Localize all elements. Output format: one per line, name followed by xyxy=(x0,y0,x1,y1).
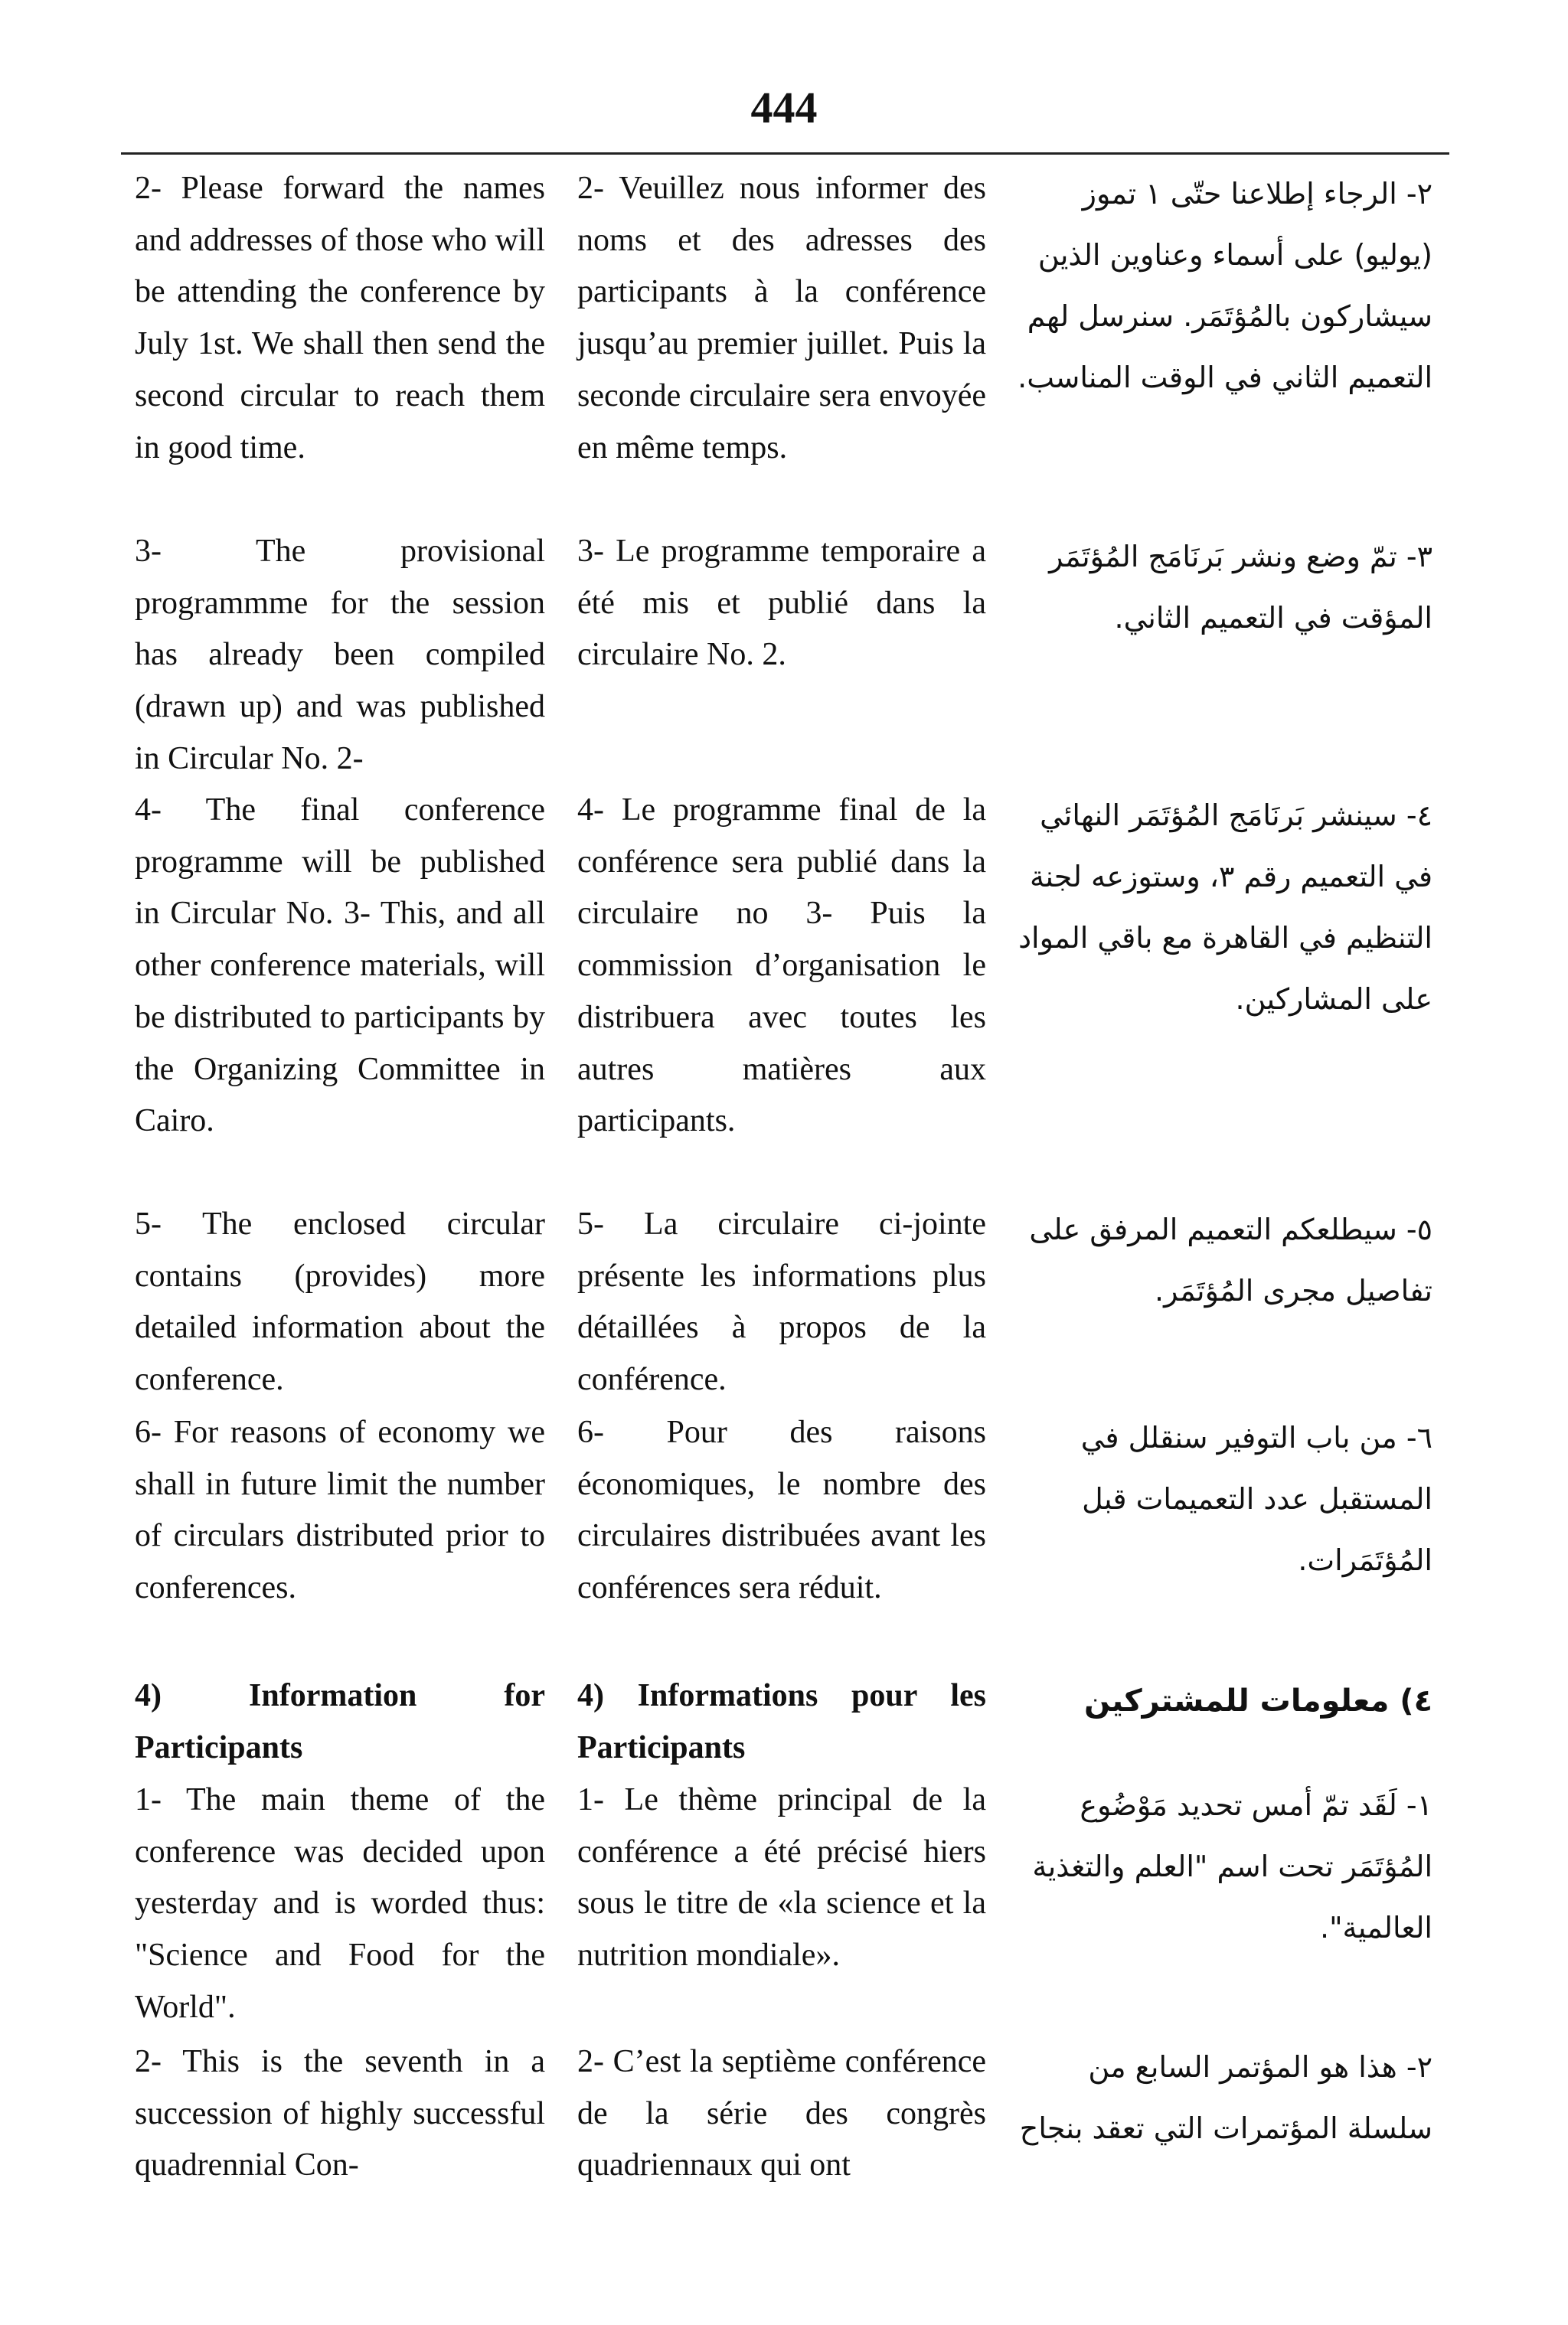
paragraph-4-arabic: ٥- سيطلعكم التعميم المرفق على تفاصيل مجرى المُؤتَمَر. xyxy=(1029,1213,1432,1308)
paragraph-2-arabic: ٣- تمّ وضع ونشر بَرنَامَج المُؤتَمَر المؤقت في التعميم الثاني. xyxy=(1049,540,1432,635)
paragraph-5-french: 6- Pour des raisons économiques, le nombre des circulaires distribuées avant les conférences sera réduit. xyxy=(577,1415,986,1606)
paragraph-1-english: 2- Please forward the names and addresses of those who will be attending the conference by July 1st. We shall then send the second circular to reach them in good time. xyxy=(135,171,545,465)
paragraph-5-english: 6- For reasons of economy we shall in future limit the number of circulars distributed prior to conferences. xyxy=(135,1415,545,1606)
paragraph-7-english: 2- This is the seventh in a succession of highly successful quadrennial Con- xyxy=(135,2044,545,2183)
section-heading-french: 4) Informations pour les Participants xyxy=(577,1678,986,1765)
paragraph-7-arabic: ٢- هذا هو المؤتمر السابع من سلسلة المؤتمرات التي تعقد بنجاح xyxy=(1019,2050,1432,2145)
paragraph-2-english: 3- The provisional programmme for the session has already been compiled (drawn up) and was published in Circular No. 2- xyxy=(135,534,545,776)
paragraph-1-french: 2- Veuillez nous informer des noms et des adresses des participants à la conférence jusqu’au premier juillet. Puis la seconde circulaire sera envoyée en même temps. xyxy=(577,171,986,465)
header-rule xyxy=(121,152,1449,155)
section-heading-english: 4) Information for Participants xyxy=(135,1678,545,1765)
paragraph-3-french: 4- Le programme final de la conférence sera publié dans la circulaire no 3- Puis la commission d’organisation le distribuera avec toutes les autres matières aux participants. xyxy=(577,792,986,1139)
paragraph-1-arabic: ٢- الرجاء إطلاعنا حتّى ١ تموز (يوليو) على أسماء وعناوين الذين سيشاركون بالمُؤتَمَر. سنرسل لهم التعميم الثاني في الوقت المناسب. xyxy=(1018,177,1432,394)
paragraph-3-arabic: ٤- سينشر بَرنَامَج المُؤتَمَر النهائي في التعميم رقم ٣، وستوزعه لجنة التنظيم في القاهرة مع باقي المواد على المشاركين. xyxy=(1018,798,1432,1016)
section-heading-arabic: ٤) معلومات للمشتركين xyxy=(1084,1683,1432,1719)
paragraph-3-english: 4- The final conference programme will be published in Circular No. 3- This, and all other conference materials, will be distributed to participants by the Organizing Committee in Cairo. xyxy=(135,792,545,1139)
page-number: 444 xyxy=(750,83,818,132)
paragraph-6-english: 1- The main theme of the conference was decided upon yesterday and is worded thus: "Science and Food for the World". xyxy=(135,1782,545,2025)
paragraph-4-english: 5- The enclosed circular contains (provides) more detailed information about the conference. xyxy=(135,1207,545,1398)
paragraph-2-french: 3- Le programme temporaire a été mis et publié dans la circulaire No. 2. xyxy=(577,534,986,673)
paragraph-4-french: 5- La circulaire ci-jointe présente les informations plus détaillées à propos de la conférence. xyxy=(577,1207,986,1398)
paragraph-7-french: 2- C’est la septième conférence de la série des congrès quadriennaux qui ont xyxy=(577,2044,986,2183)
paragraph-6-french: 1- Le thème principal de la conférence a été précisé hiers sous le titre de «la science et la nutrition mondiale». xyxy=(577,1782,986,1974)
paragraph-6-arabic: ١- لَقَد تمّ أمس تحديد مَوْضُوع المُؤتَمَر تحت اسم "العلم والتغذية العالمية". xyxy=(1032,1788,1432,1945)
paragraph-5-arabic: ٦- من باب التوفير سنقلل في المستقبل عدد التعميمات قبل المُؤتَمَرات. xyxy=(1080,1421,1432,1577)
